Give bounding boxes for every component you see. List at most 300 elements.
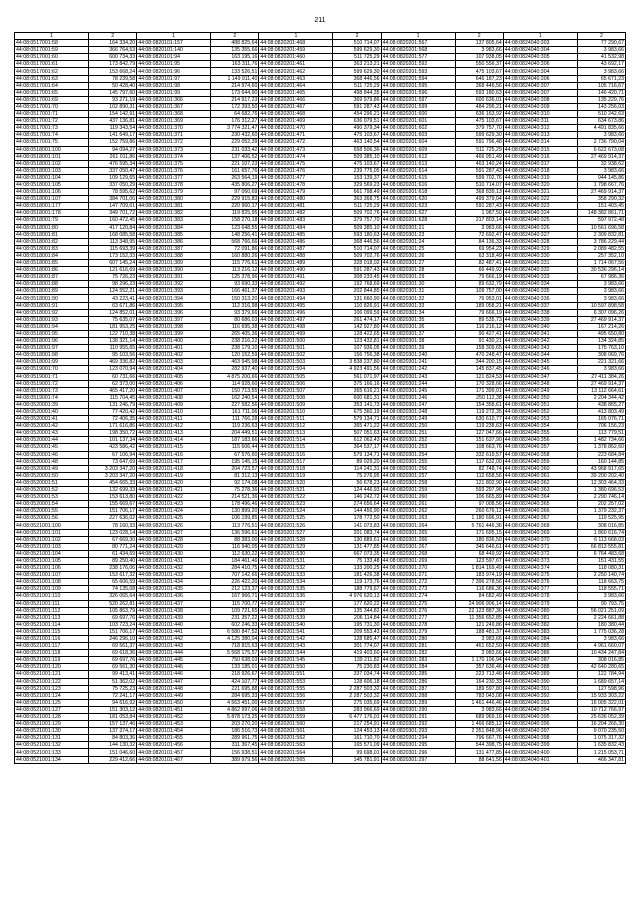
- cadastral-value-cell: 203 270,20: [211, 721, 259, 728]
- cadastral-number-cell: 44:08:0518001:88: [15, 281, 89, 288]
- cadastral-number-cell: 44:08:0820301:30: [381, 281, 455, 288]
- cadastral-number-cell: 44:08:0820101:437: [137, 600, 211, 607]
- cadastral-number-cell: 44:08:0820201:460: [259, 54, 333, 61]
- cadastral-number-cell: 44:08:0820201:536: [259, 593, 333, 600]
- cadastral-value-cell: 93 271,19: [89, 96, 137, 103]
- table-row: [15, 423, 626, 430]
- cadastral-value-cell: 141 073,83: [333, 522, 381, 529]
- cadastral-number-cell: 44:08:0820101:414: [137, 437, 211, 444]
- table-row: [15, 54, 626, 61]
- cadastral-number-cell: 44:08:0820301:256: [381, 465, 455, 472]
- cadastral-number-cell: 44:08:0820101:387: [137, 245, 211, 252]
- cadastral-value-cell: 3 983,66: [577, 295, 625, 302]
- cadastral-number-cell: 44:08:0820201:540: [259, 621, 333, 628]
- cadastral-number-cell: 44:08:0517001:69: [15, 96, 89, 103]
- cadastral-value-cell: 145 837,45: [455, 366, 503, 373]
- cadastral-number-cell: 44:08:0517001:73: [15, 125, 89, 132]
- cadastral-value-cell: 470 248,47: [455, 352, 503, 359]
- cadastral-value-cell: 78 160,33: [89, 522, 137, 529]
- cadastral-value-cell: 239 775,05: [333, 167, 381, 174]
- cadastral-value-cell: 165 076,71: [577, 416, 625, 423]
- table-row: [15, 465, 626, 472]
- cadastral-value-cell: 27 469 914,37: [577, 380, 625, 387]
- cadastral-value-cell: 148 256,41: [211, 231, 259, 238]
- cadastral-value-cell: 97 008,56: [455, 501, 503, 508]
- cadastral-value-cell: 510 714,07: [333, 40, 381, 47]
- cadastral-value-cell: 115 700,77: [211, 600, 259, 607]
- cadastral-value-cell: 11 356 652,85: [455, 614, 503, 621]
- cadastral-number-cell: 44:08:0824040:307: [503, 82, 577, 89]
- cadastral-value-cell: 463 140,54: [333, 139, 381, 146]
- cadastral-value-cell: 221 321,66: [577, 359, 625, 366]
- cadastral-number-cell: 44:08:0820101:434: [137, 579, 211, 586]
- cadastral-number-cell: 44:08:0820201:477: [259, 174, 333, 181]
- cadastral-number-cell: 44:08:0820201:526: [259, 522, 333, 529]
- table-row: [15, 706, 626, 713]
- cadastral-number-cell: 44:08:0820201:481: [259, 203, 333, 210]
- cadastral-number-cell: 44:08:0820101:399: [137, 330, 211, 337]
- cadastral-value-cell: 510 242,63: [577, 111, 625, 118]
- cadastral-value-cell: 231 033,42: [211, 146, 259, 153]
- cadastral-value-cell: 9 070 235,50: [577, 728, 625, 735]
- cadastral-number-cell: 44:08:0518001:94: [15, 323, 89, 330]
- column-header: 2: [333, 33, 381, 40]
- cadastral-value-cell: 108 663,76: [455, 444, 503, 451]
- cadastral-number-cell: 44:08:0820101:419: [137, 472, 211, 479]
- cadastral-value-cell: 167 966,71: [211, 593, 259, 600]
- cadastral-value-cell: 1 170 106,94: [455, 657, 503, 664]
- cadastral-number-cell: 44:08:0820101:424: [137, 508, 211, 515]
- cadastral-value-cell: 43 968 917,65: [577, 465, 625, 472]
- cadastral-value-cell: 138 321,14: [89, 338, 137, 345]
- cadastral-number-cell: 44:08:0820101:397: [137, 316, 211, 323]
- cadastral-value-cell: 488 825,64: [211, 40, 259, 47]
- table-row: [15, 628, 626, 635]
- cadastral-value-cell: 206 114,84: [333, 614, 381, 621]
- cadastral-value-cell: 115 693,39: [89, 245, 137, 252]
- cadastral-value-cell: 184 461,46: [211, 557, 259, 564]
- cadastral-value-cell: 72 692,47: [455, 231, 503, 238]
- cadastral-number-cell: 44:08:0820201:515: [259, 444, 333, 451]
- cadastral-number-cell: 44:08:0518001:95: [15, 330, 89, 337]
- cadastral-value-cell: 105 863,79: [89, 607, 137, 614]
- cadastral-number-cell: 44:08:0820301:24: [381, 238, 455, 245]
- cadastral-number-cell: 44:08:0518001:79: [15, 217, 89, 224]
- cadastral-number-cell: 44:08:0820201:519: [259, 472, 333, 479]
- table-row: [15, 650, 626, 657]
- cadastral-number-cell: 44:08:0824040:306: [503, 61, 577, 68]
- cadastral-value-cell: 419 403,60: [333, 650, 381, 657]
- cadastral-value-cell: 141 649,17: [89, 132, 137, 139]
- cadastral-number-cell: 44:08:0517001:62: [15, 68, 89, 75]
- cadastral-number-cell: 44:08:0820101:407: [137, 387, 211, 394]
- cadastral-value-cell: 328 018,02: [333, 260, 381, 267]
- cadastral-number-cell: 44:08:0820201:561: [259, 728, 333, 735]
- cadastral-value-cell: 66 813 555,81: [577, 543, 625, 550]
- cadastral-number-cell: 44:08:0824040:322: [503, 196, 577, 203]
- cadastral-number-cell: 44:08:0521001:108: [15, 579, 89, 586]
- table-row: [15, 40, 626, 47]
- cadastral-value-cell: 75 725,23: [89, 685, 137, 692]
- cadastral-number-cell: 44:08:0820301:243: [381, 373, 455, 380]
- cadastral-value-cell: 117 632,00: [455, 458, 503, 465]
- cadastral-number-cell: 44:08:0820101:455: [137, 735, 211, 742]
- cadastral-value-cell: 238 216,22: [211, 338, 259, 345]
- cadastral-value-cell: 476 595,34: [89, 160, 137, 167]
- cadastral-number-cell: 44:08:0820301:36: [381, 323, 455, 330]
- cadastral-value-cell: 60 731,66: [89, 373, 137, 380]
- cadastral-number-cell: 44:08:0820201:529: [259, 543, 333, 550]
- cadastral-number-cell: 44:08:0820101:441: [137, 628, 211, 635]
- table-row: [15, 260, 626, 267]
- cadastral-value-cell: 69 561,30: [89, 664, 137, 671]
- cadastral-value-cell: 189 058,21: [455, 302, 503, 309]
- cadastral-value-cell: 189 597,80: [455, 685, 503, 692]
- cadastral-value-cell: 94 616,92: [89, 699, 137, 706]
- cadastral-number-cell: 44:08:0518001:91: [15, 302, 89, 309]
- cadastral-number-cell: 44:08:0820101:416: [137, 451, 211, 458]
- cadastral-value-cell: 69 697,76: [89, 657, 137, 664]
- cadastral-value-cell: 217 803,14: [455, 217, 503, 224]
- table-row: [15, 721, 626, 728]
- cadastral-value-cell: 463 140,24: [455, 160, 503, 167]
- cadastral-value-cell: 289 961,75: [211, 735, 259, 742]
- cadastral-value-cell: 116 695,38: [211, 323, 259, 330]
- cadastral-number-cell: 44:08:0820301:273: [381, 586, 455, 593]
- cadastral-value-cell: 75 276,95: [333, 472, 381, 479]
- cadastral-value-cell: 509 702,76: [333, 252, 381, 259]
- cadastral-number-cell: 44:08:0820201:459: [259, 47, 333, 54]
- cadastral-number-cell: 44:08:0820201:512: [259, 423, 333, 430]
- cadastral-value-cell: 109 757,00: [455, 288, 503, 295]
- cadastral-value-cell: 202 844,85: [333, 288, 381, 295]
- cadastral-value-cell: 106 199,85: [211, 515, 259, 522]
- cadastral-value-cell: 92 174,08: [211, 479, 259, 486]
- cadastral-value-cell: 153 613,80: [89, 494, 137, 501]
- cadastral-number-cell: 44:08:0518001:177: [15, 203, 89, 210]
- cadastral-value-cell: 201 083,74: [333, 529, 381, 536]
- cadastral-number-cell: 44:08:0820201:615: [381, 174, 455, 181]
- cadastral-value-cell: 121 249,86: [455, 621, 503, 628]
- cadastral-value-cell: 2 250 140,74: [577, 572, 625, 579]
- cadastral-number-cell: 44:08:0824040:309: [503, 103, 577, 110]
- cadastral-number-cell: 44:08:0521001:122: [15, 678, 89, 685]
- cadastral-value-cell: 1 149 911,40: [211, 75, 259, 82]
- cadastral-number-cell: 44:08:0820201:479: [259, 189, 333, 196]
- table-row: [15, 401, 626, 408]
- cadastral-number-cell: 44:08:0820101:453: [137, 721, 211, 728]
- cadastral-number-cell: 44:08:0820301:295: [381, 742, 455, 749]
- cadastral-number-cell: 44:08:0820201:465: [259, 89, 333, 96]
- cadastral-number-cell: 44:08:0820201:602: [381, 125, 455, 132]
- cadastral-value-cell: 113 776,51: [211, 522, 259, 529]
- cadastral-value-cell: 113 779,51: [577, 430, 625, 437]
- cadastral-value-cell: 27 411 384,26: [577, 373, 625, 380]
- cadastral-value-cell: 261 011,86: [89, 153, 137, 160]
- cadastral-value-cell: 465 417,20: [89, 387, 137, 394]
- cadastral-value-cell: 2 736 790,04: [577, 139, 625, 146]
- cadastral-value-cell: 131 477,85: [455, 749, 503, 756]
- cadastral-number-cell: 44:08:0820201:495: [259, 302, 333, 309]
- cadastral-value-cell: 520 262,81: [89, 600, 137, 607]
- cadastral-number-cell: 44:08:0820101:396: [137, 309, 211, 316]
- cadastral-number-cell: 44:08:0824040:368: [503, 522, 577, 529]
- cadastral-value-cell: 75 635,07: [89, 316, 137, 323]
- cadastral-number-cell: 44:08:0521001:121: [15, 671, 89, 678]
- cadastral-number-cell: 44:08:0820301:29: [381, 274, 455, 281]
- cadastral-value-cell: 579 134,71: [333, 451, 381, 458]
- cadastral-value-cell: 484 296,21: [455, 103, 503, 110]
- cadastral-number-cell: 44:08:0820301:279: [381, 628, 455, 635]
- cadastral-number-cell: 44:08:0820201:499: [259, 330, 333, 337]
- table-row: [15, 593, 626, 600]
- cadastral-value-cell: 1 180 696,91: [455, 515, 503, 522]
- cadastral-number-cell: 44:08:0820201:545: [259, 657, 333, 664]
- cadastral-value-cell: 137 805,64: [455, 40, 503, 47]
- cadastral-number-cell: 44:08:0824040:315: [503, 146, 577, 153]
- cadastral-number-cell: 44:08:0820201:520: [259, 479, 333, 486]
- cadastral-value-cell: 511 725,29: [455, 146, 503, 153]
- cadastral-value-cell: 173 644,90: [211, 89, 259, 96]
- cadastral-value-cell: 56 678,23: [333, 479, 381, 486]
- cadastral-value-cell: 490 379,34: [333, 125, 381, 132]
- cadastral-value-cell: 154 358,61: [455, 401, 503, 408]
- cadastral-number-cell: 44:08:0820201:463: [259, 75, 333, 82]
- cadastral-number-cell: 44:08:0820201:553: [259, 678, 333, 685]
- cadastral-number-cell: 44:08:0820201:563: [259, 742, 333, 749]
- table-row: [15, 685, 626, 692]
- cadastral-number-cell: 44:08:0517001:59: [15, 47, 89, 54]
- cadastral-value-cell: 217 254,91: [333, 721, 381, 728]
- cadastral-value-cell: 337 050,47: [89, 167, 137, 174]
- cadastral-value-cell: 69 697,76: [89, 614, 137, 621]
- cadastral-number-cell: 44:08:0824040:327: [503, 231, 577, 238]
- cadastral-number-cell: 44:08:0820301:281: [381, 643, 455, 650]
- cadastral-number-cell: 44:08:0824040:341: [503, 330, 577, 337]
- cadastral-number-cell: 44:08:0518001:105: [15, 181, 89, 188]
- cadastral-value-cell: 260 676,12: [455, 508, 503, 515]
- cadastral-value-cell: 4 862 997,06: [211, 706, 259, 713]
- cadastral-value-cell: 168 085,58: [89, 231, 137, 238]
- cadastral-value-cell: 187 183,66: [211, 437, 259, 444]
- cadastral-value-cell: 128 685,47: [333, 635, 381, 642]
- cadastral-value-cell: 344 200,15: [455, 359, 503, 366]
- cadastral-value-cell: 706 156,23: [577, 423, 625, 430]
- cadastral-value-cell: 375 166,16: [333, 380, 381, 387]
- cadastral-number-cell: 44:08:0820101:96: [137, 68, 211, 75]
- table-row: [15, 437, 626, 444]
- cadastral-value-cell: 1 075 317,32: [577, 735, 625, 742]
- cadastral-number-cell: 44:08:0518001:81: [15, 231, 89, 238]
- cadastral-value-cell: 358 290,32: [577, 196, 625, 203]
- cadastral-value-cell: 151 431,55: [577, 557, 625, 564]
- cadastral-number-cell: 44:08:0520001:51: [15, 479, 89, 486]
- table-row: [15, 181, 626, 188]
- cadastral-number-cell: 44:08:0820201:478: [259, 181, 333, 188]
- cadastral-value-cell: 3 203 347,20: [89, 465, 137, 472]
- cadastral-value-cell: 599 629,30: [333, 68, 381, 75]
- cadastral-value-cell: 170 328,66: [455, 380, 503, 387]
- cadastral-number-cell: 44:08:0820301:276: [381, 607, 455, 614]
- cadastral-value-cell: 110 826,91: [333, 302, 381, 309]
- cadastral-value-cell: 166 461,37: [211, 288, 259, 295]
- cadastral-number-cell: 44:08:0820201:485: [259, 231, 333, 238]
- cadastral-value-cell: 220 960,17: [211, 203, 259, 210]
- cadastral-value-cell: 115 606,44: [211, 444, 259, 451]
- cadastral-number-cell: 44:08:0820201:567: [381, 40, 455, 47]
- cadastral-value-cell: 308 016,85: [577, 522, 625, 529]
- cadastral-value-cell: 30 536 296,14: [577, 267, 625, 274]
- cadastral-number-cell: 44:08:0820101:433: [137, 572, 211, 579]
- cadastral-number-cell: 44:08:0824040:373: [503, 557, 577, 564]
- cadastral-number-cell: 44:08:0820301:277: [381, 614, 455, 621]
- cadastral-number-cell: 44:08:0820201:562: [259, 735, 333, 742]
- cadastral-number-cell: 44:08:0824040:320: [503, 181, 577, 188]
- cadastral-value-cell: 221 695,88: [211, 685, 259, 692]
- cadastral-value-table: [14, 32, 626, 764]
- cadastral-value-cell: 329 569,23: [333, 181, 381, 188]
- cadastral-number-cell: 44:08:0820201:559: [259, 714, 333, 721]
- cadastral-value-cell: 435 806,27: [211, 181, 259, 188]
- cadastral-number-cell: 44:08:0820101:371: [137, 132, 211, 139]
- cadastral-number-cell: 44:08:0820101:403: [137, 359, 211, 366]
- cadastral-value-cell: 3 983,66: [577, 68, 625, 75]
- cadastral-value-cell: 75 133,48: [333, 557, 381, 564]
- cadastral-value-cell: 2 224 661,88: [577, 614, 625, 621]
- cadastral-value-cell: 162 240,54: [211, 394, 259, 401]
- cadastral-value-cell: 16 005 322,01: [577, 699, 625, 706]
- cadastral-number-cell: 44:08:0820301:21: [381, 224, 455, 231]
- cadastral-number-cell: 44:08:0820301:288: [381, 692, 455, 699]
- cadastral-number-cell: 44:08:0824040:360: [503, 465, 577, 472]
- cadastral-number-cell: 44:08:0518001:98: [15, 352, 89, 359]
- cadastral-number-cell: 44:08:0820201:535: [259, 586, 333, 593]
- cadastral-number-cell: 44:08:0820301:282: [381, 650, 455, 657]
- cadastral-value-cell: 113 216,12: [211, 267, 259, 274]
- cadastral-number-cell: 44:08:0824040:350: [503, 394, 577, 401]
- cadastral-value-cell: 121 824,53: [455, 373, 503, 380]
- cadastral-number-cell: 44:08:0820201:523: [259, 501, 333, 508]
- cadastral-number-cell: 44:08:0820101:390: [137, 267, 211, 274]
- cadastral-number-cell: 44:08:0820201:557: [259, 699, 333, 706]
- cadastral-number-cell: 44:08:0824040:382: [503, 621, 577, 628]
- cadastral-value-cell: 1 215 053,71: [577, 749, 625, 756]
- cadastral-value-cell: 130 899,20: [211, 508, 259, 515]
- cadastral-value-cell: 72 406,35: [89, 416, 137, 423]
- cadastral-number-cell: 44:08:0820201:509: [259, 401, 333, 408]
- cadastral-value-cell: 120 152,59: [211, 352, 259, 359]
- cadastral-value-cell: 93 690,33: [211, 281, 259, 288]
- cadastral-value-cell: 188 481,37: [455, 628, 503, 635]
- cadastral-value-cell: 365 616,21: [333, 387, 381, 394]
- cadastral-value-cell: 136 596,61: [211, 529, 259, 536]
- table-row: [15, 153, 626, 160]
- cadastral-value-cell: 146 242,72: [333, 494, 381, 501]
- cadastral-value-cell: 178 772,50: [333, 515, 381, 522]
- cadastral-number-cell: 44:08:0824040:399: [503, 742, 577, 749]
- cadastral-number-cell: 44:08:0820101:431: [137, 557, 211, 564]
- cadastral-value-cell: 3 983,66: [577, 288, 625, 295]
- cadastral-value-cell: 750 638,03: [211, 657, 259, 664]
- cadastral-value-cell: 135 344,82: [333, 607, 381, 614]
- cadastral-value-cell: 7 396 278,56: [455, 579, 503, 586]
- table-row: [15, 742, 626, 749]
- table-row: [15, 96, 626, 103]
- cadastral-number-cell: 44:08:0820201:472: [259, 139, 333, 146]
- cadastral-value-cell: 357 636,46: [455, 664, 503, 671]
- cadastral-number-cell: 44:08:0820101:98: [137, 82, 211, 89]
- cadastral-number-cell: 44:08:0824040:361: [503, 472, 577, 479]
- cadastral-number-cell: 44:08:0824040:383: [503, 628, 577, 635]
- cadastral-number-cell: 44:08:0820101:429: [137, 543, 211, 550]
- table-row: [15, 458, 626, 465]
- cadastral-value-cell: 16 204 266,30: [577, 721, 625, 728]
- cadastral-number-cell: 44:08:0820101:380: [137, 196, 211, 203]
- table-row: [15, 678, 626, 685]
- cadastral-value-cell: 4 923 491,56: [333, 366, 381, 373]
- cadastral-value-cell: 137 374,17: [89, 728, 137, 735]
- table-row: [15, 302, 626, 309]
- cadastral-value-cell: 3 983,66: [455, 706, 503, 713]
- cadastral-value-cell: 591 287,43: [333, 267, 381, 274]
- cadastral-value-cell: 124 446,93: [333, 487, 381, 494]
- cadastral-value-cell: 231 357,22: [211, 614, 259, 621]
- cadastral-number-cell: 44:08:0820101:421: [137, 487, 211, 494]
- cadastral-number-cell: 44:08:0824040:335: [503, 288, 577, 295]
- cadastral-value-cell: 107 938,05: [455, 54, 503, 61]
- cadastral-value-cell: 3 983,66: [577, 635, 625, 642]
- table-row: [15, 238, 626, 245]
- cadastral-value-cell: 223 684,84: [577, 451, 625, 458]
- cadastral-value-cell: 121 802,90: [455, 479, 503, 486]
- cadastral-value-cell: 212 123,37: [211, 586, 259, 593]
- cadastral-value-cell: 78 239,58: [89, 75, 137, 82]
- cadastral-number-cell: 44:08:0824040:357: [503, 444, 577, 451]
- cadastral-number-cell: 44:08:0517001:63: [15, 75, 89, 82]
- cadastral-value-cell: 175 763,10: [577, 345, 625, 352]
- cadastral-number-cell: 44:08:0820201:577: [381, 54, 455, 61]
- cadastral-value-cell: 114 928,60: [211, 380, 259, 387]
- cadastral-value-cell: 99 698,01: [333, 749, 381, 756]
- cadastral-number-cell: 44:08:0520001:55: [15, 508, 89, 515]
- cadastral-value-cell: 152 759,86: [89, 139, 137, 146]
- cadastral-value-cell: 131 477,85: [333, 543, 381, 550]
- cadastral-number-cell: 44:08:0824040:311: [503, 118, 577, 125]
- cadastral-number-cell: 44:08:0521001:112: [15, 607, 89, 614]
- cadastral-number-cell: 44:08:0820201:468: [259, 111, 333, 118]
- cadastral-value-cell: 67 986,36: [577, 274, 625, 281]
- cadastral-value-cell: 591 287,43: [333, 103, 381, 110]
- cadastral-value-cell: 119 825,95: [211, 210, 259, 217]
- cadastral-number-cell: 44:08:0824040:401: [503, 756, 577, 763]
- cadastral-number-cell: 44:08:0824040:317: [503, 160, 577, 167]
- cadastral-number-cell: 44:08:0820301:32: [381, 295, 455, 302]
- cadastral-number-cell: 44:08:0824040:326: [503, 224, 577, 231]
- cadastral-number-cell: 44:08:0521001:115: [15, 628, 89, 635]
- cadastral-number-cell: 44:08:0824040:364: [503, 494, 577, 501]
- table-row: [15, 756, 626, 763]
- cadastral-value-cell: 10 561 696,58: [577, 224, 625, 231]
- cadastral-value-cell: 195 145,15: [211, 458, 259, 465]
- cadastral-value-cell: 337 034,74: [333, 671, 381, 678]
- cadastral-value-cell: 109 129,65: [89, 174, 137, 181]
- cadastral-value-cell: 204 449,51: [211, 430, 259, 437]
- table-row: [15, 203, 626, 210]
- cadastral-number-cell: 44:08:0820201:476: [259, 167, 333, 174]
- cadastral-value-cell: 118 663,75: [577, 579, 625, 586]
- cadastral-value-cell: 115 704,45: [89, 394, 137, 401]
- cadastral-number-cell: 44:08:0820201:517: [259, 458, 333, 465]
